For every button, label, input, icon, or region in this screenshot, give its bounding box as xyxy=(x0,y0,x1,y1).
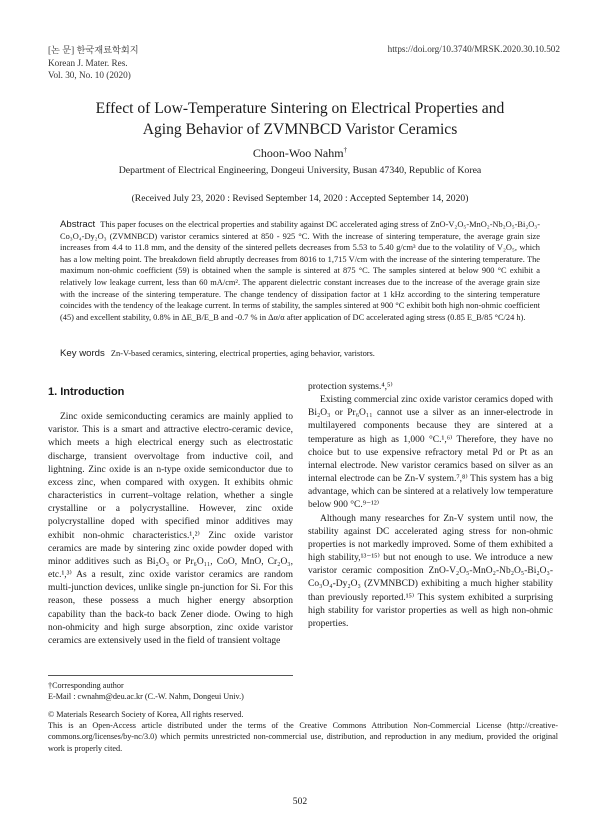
intro-paragraph-1-continued: protection systems.⁴,⁵⁾ xyxy=(308,382,393,392)
section-heading-introduction: 1. Introduction xyxy=(48,386,125,398)
received-dates: (Received July 23, 2020 : Revised September 14, 2020 : Accepted September 14, 2020) xyxy=(131,193,469,204)
left-column xyxy=(48,386,293,648)
affiliation: Department of Electrical Engineering, Dongeui University, Busan 47340, Republic of Korea xyxy=(118,165,482,176)
author-name: Choon-Woo Nahm xyxy=(252,146,344,160)
abstract-label: Abstract xyxy=(60,219,96,230)
copyright-line: © Materials Research Society of Korea, All rights reserved. xyxy=(48,710,244,719)
journal-volume: Vol. 30, No. 10 (2020) xyxy=(48,70,131,80)
paper-title xyxy=(40,98,560,140)
keywords xyxy=(60,348,540,359)
intro-paragraph-3: Although many researches for Zn-V system until now, the stability against DC accelerated aging stress for non-ohmic properties is not markedly improved. Some of them exhibited a high stability,¹³⁻¹⁵⁾ but not enough to use. We introduce a new varistor ceramic composition ZnO-V₂O₅-MnO₂-Nb₂O₅-Bi₂O₃-Co₃O₄-Dy₂O₃ (ZVMNBCD) exhibiting a much higher stability than previously reported.¹⁵⁾ This system exhibited a surprising high stability for varistor properties as well as high non-ohmic properties. xyxy=(308,513,553,629)
author-line xyxy=(0,146,600,161)
intro-paragraph-1: Zinc oxide semiconducting ceramics are mainly applied to varistor. This is a smart and attractive electro-ceramic device, which meets a high electrical energy such as electrostatic discharge, transient overvoltage from inductive coil, and lightning. Zinc oxide is an n-type oxide semiconductor due to excess zinc, when compared with oxygen. It exhibits ohmic characteristics in current–voltage relation, whether a single crystalline or a polycrystalline. However, zinc oxide polycrystalline doped with specified minor additives may exhibit non-ohmic characteristics.¹,²⁾ Zinc oxide varistor ceramics are made by sintering zinc oxide powder doped with minor additives such as Bi₂O₃ or Pr₆O₁₁, CoO, MnO, Cr₂O₃, etc.¹,³⁾ As a result, zinc oxide varistor ceramics are random multi-junction devices, unlike single pn-junction for Si. For this reason, these possess a much higher energy absorption capability than the back-to back Zener diode. Owing to high non-ohmicity and high surge absorption, zinc oxide varistor ceramics are extensively used in the field of transient voltage xyxy=(48,412,293,646)
license-text: This is an Open-Access article distributed under the terms of the Creative Commons Attribution Non-Commercial License (http://creative-commons.org/licenses/by-nc/3.0) which permits unrestricted non-commercial use, distribution, and reproduction in any medium, provided the original work is properly cited. xyxy=(48,721,558,753)
keywords-label: Key words xyxy=(60,348,105,359)
abstract-text: This paper focuses on the electrical properties and stability against DC accelerated aging stress of ZnO-V₂O₅-MnO₂-Nb₂O₅-Bi₂O₃-Co₃O₄-Dy₂O₃ (ZVMNBCD) varistor ceramics sintered at 850 - 925 °C. With the increase of sintering temperature, the average grain size increases from 4.4 to 11.8 mm, and the density of the sintered pellets decreases from 5.53 to 5.40 g/cm³ due to the volatility of V₂O₅, which has a low melting point. The breakdown field abruptly decreases from 8016 to 1,715 V/cm with the increase of the sintering temperature. The maximum non-ohmic coefficient (59) is obtained when the sample is sintered at 875 °C. The samples sintered at below 900 °C exhibit a relatively low leakage current, less than 60 mA/cm². The apparent dielectric constant increases due to the increase of the average grain size with the increase of the sintering temperature. The change tendency of dissipation factor at 1 kHz according to the sintering temperature coincides with the tendency of the leakage current. In terms of stability, the samples sintered at 900 °C exhibit both high non-ohmic coefficient (45) and excellent stability, 0.8% in ΔE_B/E_B and -0.7 % in Δα/α after application of DC accelerated aging stress (0.85 E_B/85 °C/24 h). xyxy=(60,220,540,322)
keywords-text: Zn-V-based ceramics, sintering, electrical properties, aging behavior, varistors. xyxy=(110,349,375,358)
title-line-2: Aging Behavior of ZVMNBCD Varistor Ceramics xyxy=(142,121,458,138)
journal-korean-name: [논 문] 한국재료학회지 xyxy=(48,45,139,55)
footnote-corresponding: †Corresponding author xyxy=(48,681,124,690)
page-number: 502 xyxy=(292,796,308,807)
footnote-rule xyxy=(48,675,293,676)
doi-link[interactable]: https://doi.org/10.3740/MRSK.2020.30.10.502 xyxy=(387,44,560,54)
right-column xyxy=(308,381,553,631)
journal-english-name: Korean J. Mater. Res. xyxy=(48,57,128,68)
title-line-1: Effect of Low-Temperature Sintering on Electrical Properties and xyxy=(95,100,505,117)
author-mark: † xyxy=(343,146,348,154)
footnote-email: E-Mail : cwnahm@deu.ac.kr (C.-W. Nahm, Dongeui Univ.) xyxy=(48,692,244,701)
intro-paragraph-2: Existing commercial zinc oxide varistor ceramics doped with Bi₂O₃ or Pr₆O₁₁ cannot use a silver as an inner-electrode in multilayered components because they are sintered at a temperature as high as 1,000 °C.¹,⁶⁾ Therefore, they have no choice but to use expensive refractory metal Pd or Pt as an internal electrode. New varistor ceramics based on silver as an internal electrode can be Zn-V system.⁷,⁸⁾ This system has a big advantage, which can be sintered at a relatively low temperature below 900 °C.⁹⁻¹²⁾ xyxy=(308,395,553,511)
license-block xyxy=(48,709,558,754)
journal-header xyxy=(48,44,139,82)
footnote xyxy=(48,680,558,702)
abstract xyxy=(60,219,540,323)
